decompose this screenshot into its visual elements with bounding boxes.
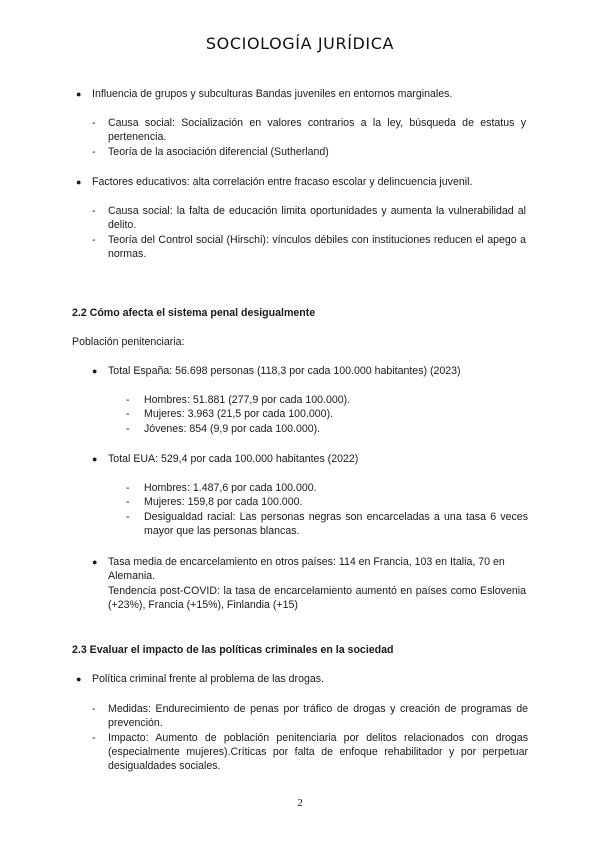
dash-icon: - xyxy=(126,394,130,406)
intro-text: Población penitenciaria: xyxy=(72,336,185,348)
bullet-icon: ● xyxy=(76,177,82,187)
sub-item: Impacto: Aumento de población penitenciaria por delitos relacionados con drogas (especialmente mujeres).Críticas por falta de enfoque rehabilitador y por perpetuar desigualdades sociales. xyxy=(108,732,528,772)
section-heading-2-3: 2.3 Evaluar el impacto de las políticas criminales en la sociedad xyxy=(72,644,394,656)
sub-item: Mujeres: 3.963 (21,5 por cada 100.000). xyxy=(144,408,334,420)
bullet-icon: ● xyxy=(76,89,82,99)
sub-item: Causa social: la falta de educación limita oportunidades y aumenta la vulnerabilidad al delito. xyxy=(108,205,526,231)
bullet-icon: ● xyxy=(92,366,98,376)
dash-icon: - xyxy=(92,703,96,715)
bullet-groups-subcultures: Influencia de grupos y subculturas Bandas juveniles en entornos marginales. xyxy=(92,88,453,100)
page-number: 2 xyxy=(297,797,303,809)
bullet-icon: ● xyxy=(92,557,98,567)
sub-item: Mujeres: 159,8 por cada 100.000. xyxy=(144,496,303,508)
dash-icon: - xyxy=(92,146,96,158)
sub-item: Hombres: 1.487,6 por cada 100.000. xyxy=(144,482,317,494)
sub-item: Hombres: 51.881 (277,9 por cada 100.000). xyxy=(144,394,351,406)
dash-icon: - xyxy=(126,511,130,523)
sub-item: Medidas: Endurecimiento de penas por tráfico de drogas y creación de programas de prevención. xyxy=(108,703,528,729)
sub-item: Desigualdad racial: Las personas negras son encarceladas a una tasa 6 veces mayor que las personas blancas. xyxy=(144,511,528,537)
bullet-spain-total: Total España: 56.698 personas (118,3 por cada 100.000 habitantes) (2023) xyxy=(108,365,461,377)
bullet-drug-policy: Política criminal frente al problema de las drogas. xyxy=(92,673,324,685)
bullet-usa-total: Total EUA: 529,4 por cada 100.000 habitantes (2022) xyxy=(108,453,359,465)
post-covid-trend: Tendencia post-COVID: la tasa de encarcelamiento aumentó en países como Eslovenia (+23%), Francia (+15%), Finlandia (+15) xyxy=(108,585,526,611)
dash-icon: - xyxy=(126,496,130,508)
dash-icon: - xyxy=(92,732,96,744)
page-title: SOCIOLOGÍA JURÍDICA xyxy=(205,34,395,53)
bullet-other-countries: Tasa media de encarcelamiento en otros países: 114 en Francia, 103 en Italia, 70 en Alemania. xyxy=(108,556,505,582)
dash-icon: - xyxy=(126,482,130,494)
bullet-educational-factors: Factores educativos: alta correlación entre fracaso escolar y delincuencia juvenil. xyxy=(92,176,473,188)
sub-item: Teoría del Control social (Hirschi): vínculos débiles con instituciones reducen el apego a normas. xyxy=(108,234,526,260)
dash-icon: - xyxy=(126,408,130,420)
dash-icon: - xyxy=(92,234,96,246)
bullet-icon: ● xyxy=(76,674,82,684)
dash-icon: - xyxy=(126,423,130,435)
sub-item: Causa social: Socialización en valores contrarios a la ley, búsqueda de estatus y pertenencia. xyxy=(108,117,526,143)
sub-item: Teoría de la asociación diferencial (Sutherland) xyxy=(108,146,329,158)
dash-icon: - xyxy=(92,205,96,217)
section-heading-2-2: 2.2 Cómo afecta el sistema penal desigualmente xyxy=(72,307,316,319)
dash-icon: - xyxy=(92,117,96,129)
sub-item: Jóvenes: 854 (9,9 por cada 100.000). xyxy=(144,423,321,435)
bullet-icon: ● xyxy=(92,454,98,464)
